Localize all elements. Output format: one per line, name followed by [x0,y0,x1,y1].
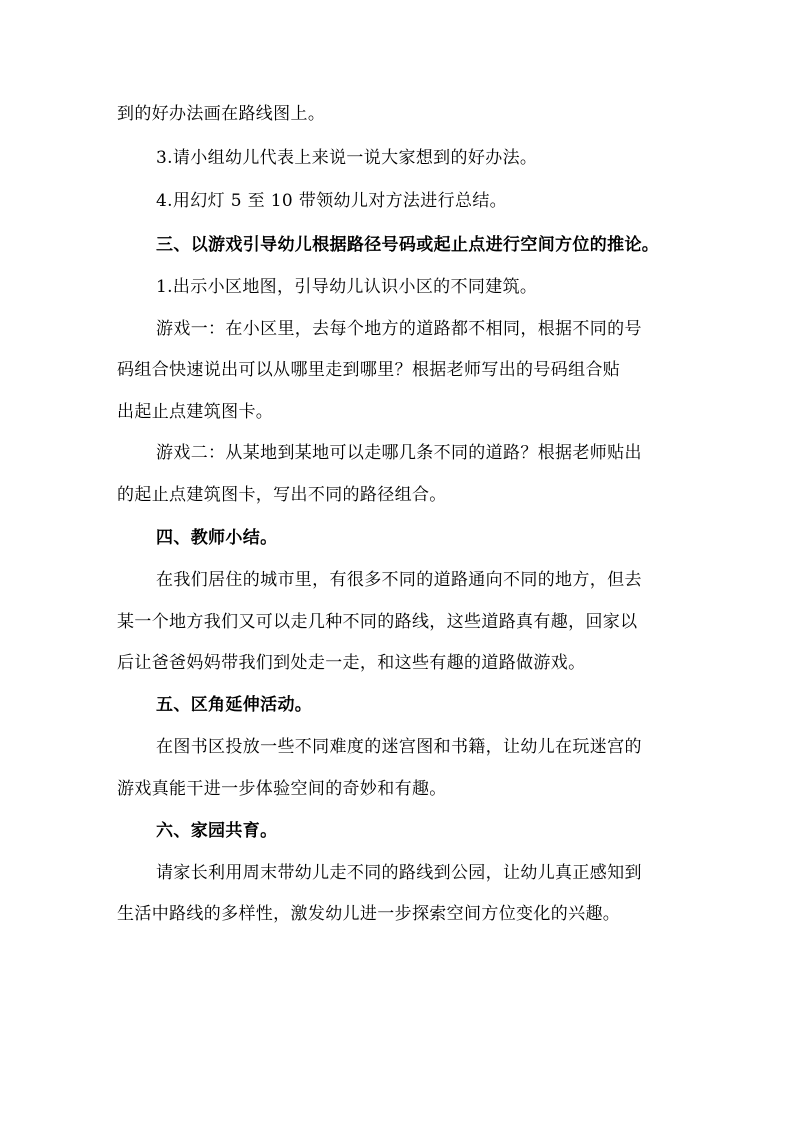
game-one-line-1: 游戏一：在小区里，去每个地方的道路都不相同，根据不同的号 [156,319,642,339]
summary-line-2: 某一个地方我们又可以走几种不同的路线，这些道路真有趣，回家以 [117,612,638,632]
summary-line-1: 在我们居住的城市里，有很多不同的道路通向不同的地方，但去 [156,570,642,590]
home-line-2: 生活中路线的多样性，激发幼儿进一步探索空间方位变化的兴趣。 [117,904,621,924]
home-line-1: 请家长利用周末带幼儿走不同的路线到公园，让幼儿真正感知到 [156,863,642,883]
game-two-line-1: 游戏二：从某地到某地可以走哪几条不同的道路？根据老师贴出 [156,443,642,463]
paragraph-continuation: 到的好办法画在路线图上。 [117,104,326,124]
section-heading-3: 三、以游戏引导幼儿根据路径号码或起止点进行空间方位的推论。 [156,235,660,255]
game-one-line-2: 码组合快速说出可以从哪里走到哪里？根据老师写出的号码组合贴 [117,360,621,380]
summary-line-3: 后让爸爸妈妈带我们到处走一走，和这些有趣的道路做游戏。 [117,653,586,673]
extension-line-2: 游戏真能干进一步体验空间的奇妙和有趣。 [117,779,447,799]
list-item-4: 4.用幻灯 5 至 10 带领幼儿对方法进行总结。 [156,191,508,211]
game-two-line-2: 的起止点建筑图卡，写出不同的路径组合。 [117,485,447,505]
section-heading-6: 六、家园共育。 [156,821,278,841]
extension-line-1: 在图书区投放一些不同难度的迷宫图和书籍，让幼儿在玩迷宫的 [156,737,642,757]
list-item-3: 3.请小组幼儿代表上来说一说大家想到的好办法。 [156,148,538,168]
section-heading-5: 五、区角延伸活动。 [156,695,313,715]
game-one-line-3: 出起止点建筑图卡。 [117,402,274,422]
section-heading-4: 四、教师小结。 [156,528,278,548]
list-item-1: 1.出示小区地图，引导幼儿认识小区的不同建筑。 [156,277,538,297]
